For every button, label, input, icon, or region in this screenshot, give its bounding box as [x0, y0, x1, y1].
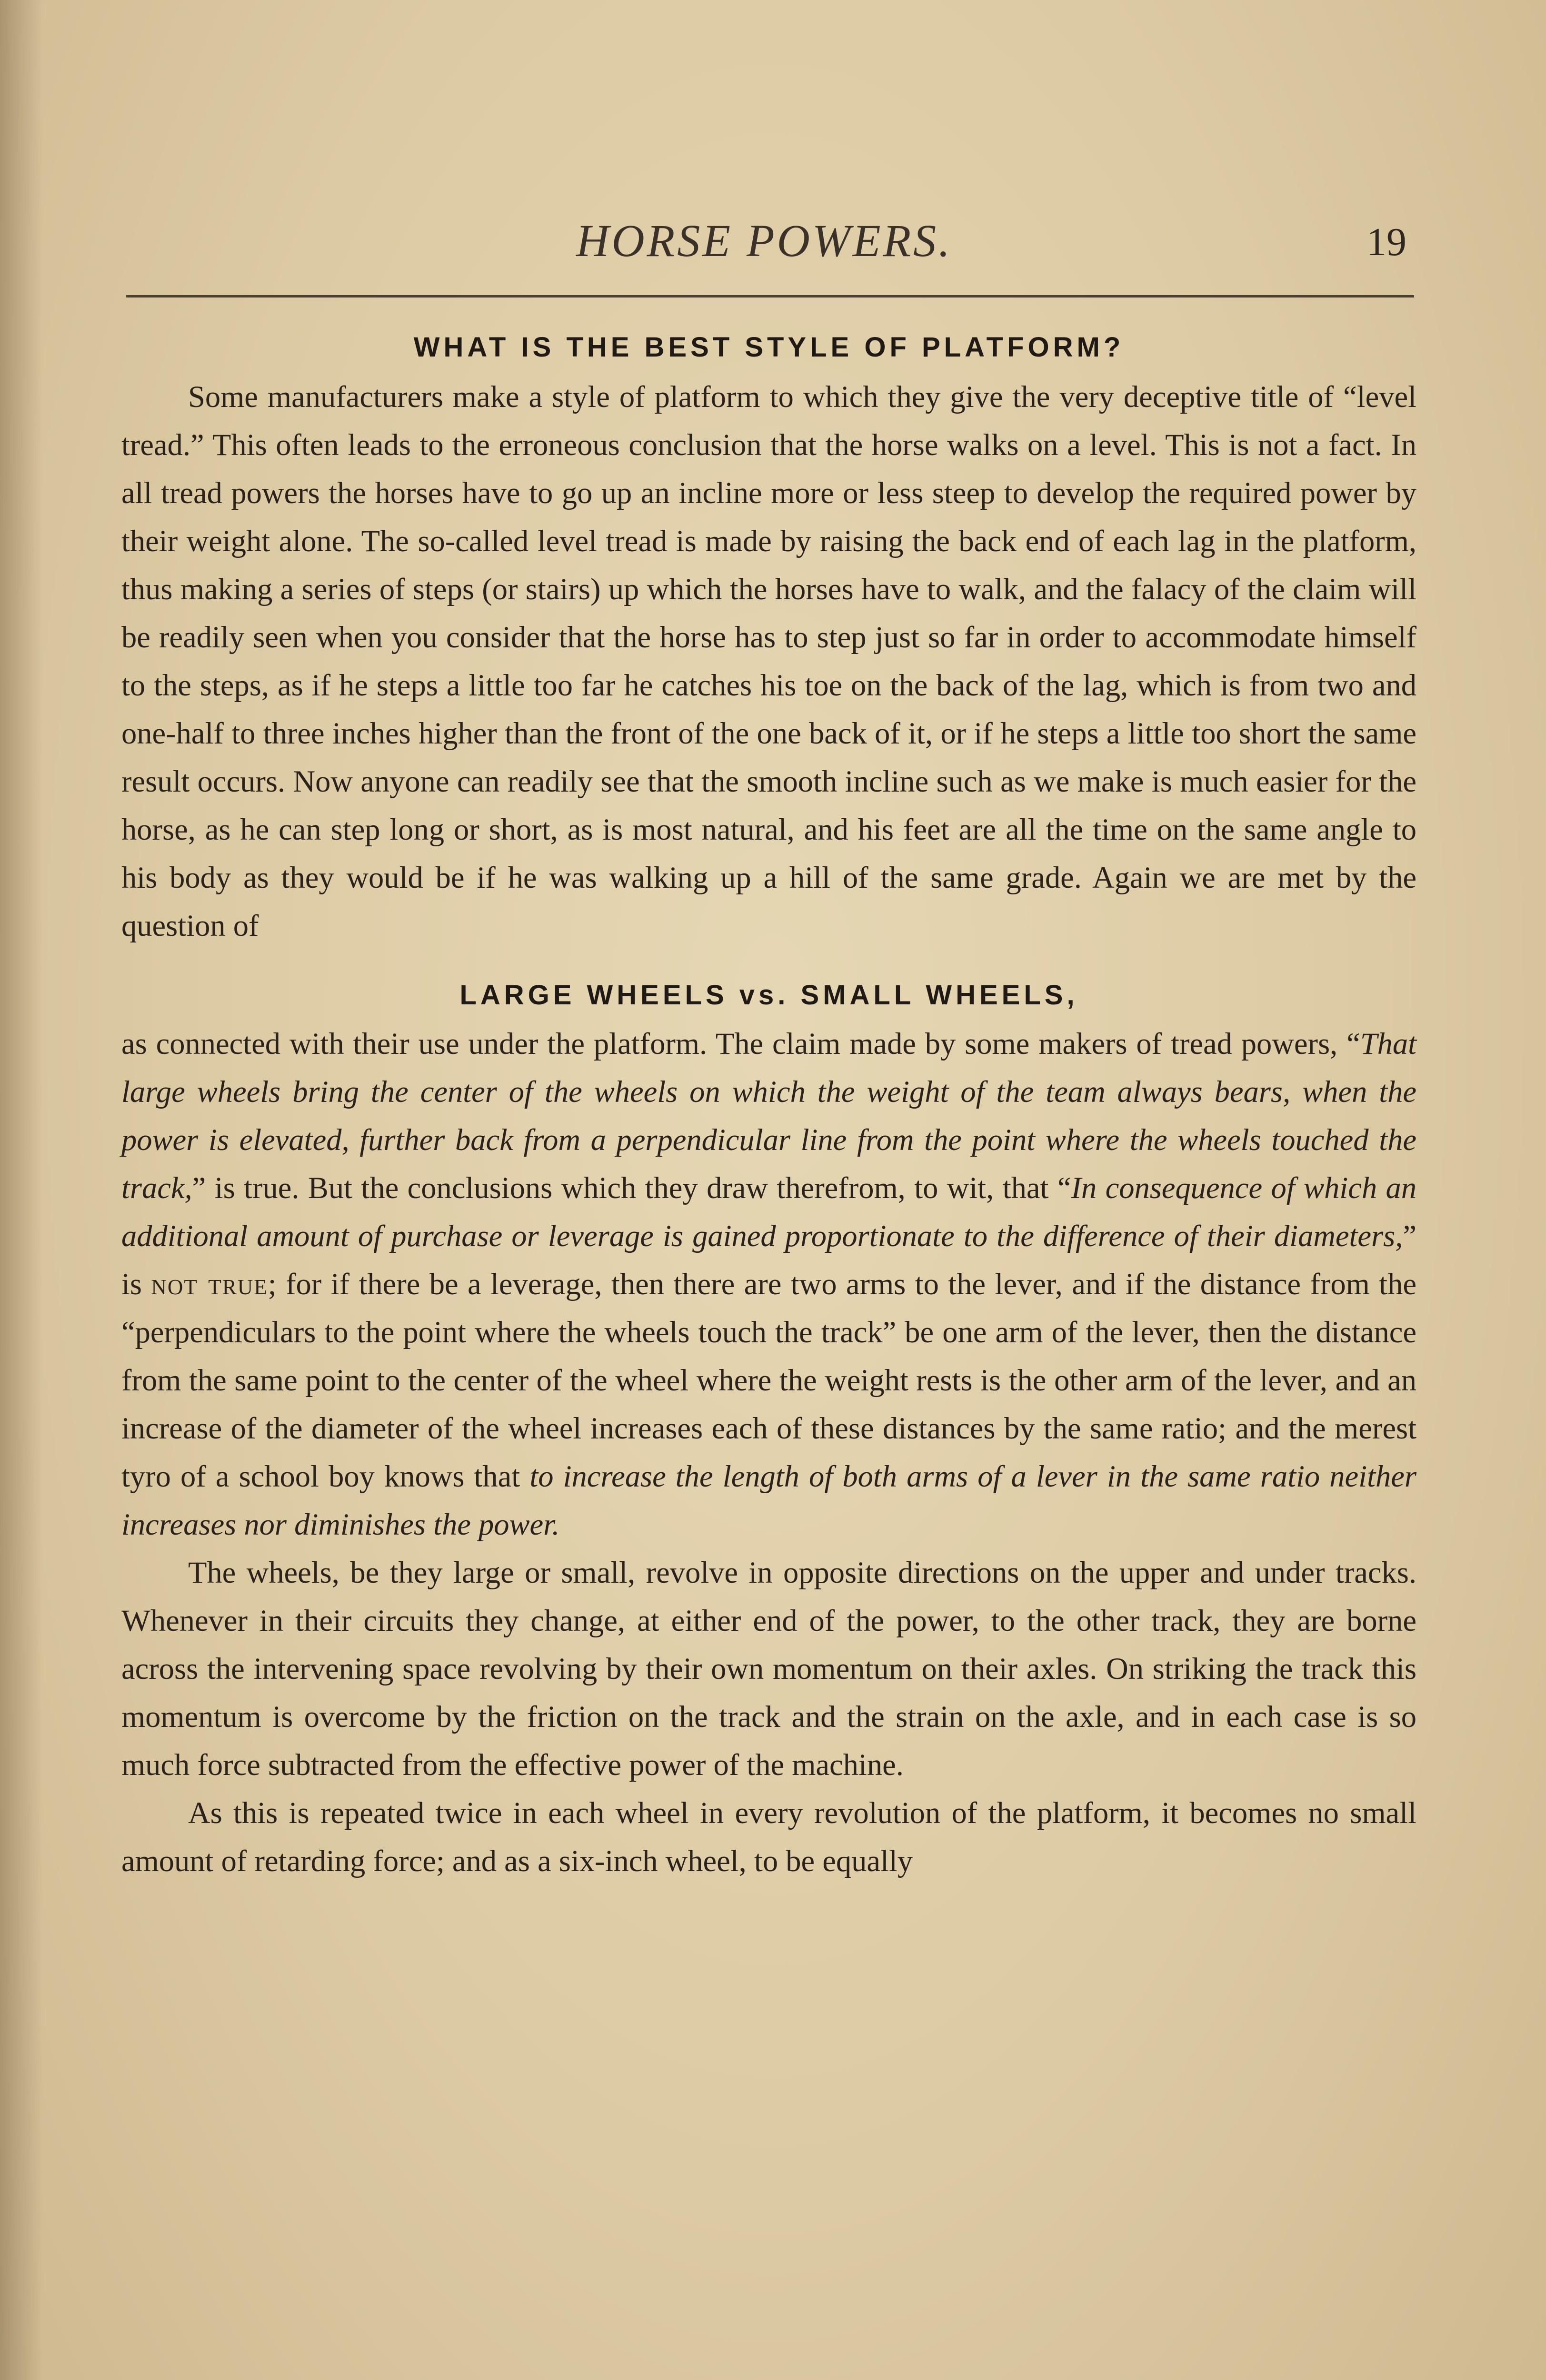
page-number: 19: [1366, 220, 1406, 264]
italic-quote-conclusion: In consequence of which an additional amount of purchase or leverage is gained proportionate to the difference of their diameters,: [121, 1171, 1416, 1253]
paragraph-wheels-3: As this is repeated twice in each wheel in every revolution of the platform, it becomes no small amount of retarding force; and as a six-inch wheel, to be equally: [121, 1796, 1416, 1878]
italic-quote-claim: That large wheels bring the center of the wheels on which the weight of the team always bears, when the power is elevated, further back from a perpendicular line from the point where the wheels touched the track,: [121, 1027, 1416, 1205]
text-run: ” is true. But the conclusions which they draw therefrom, to wit, that “: [192, 1171, 1071, 1205]
paragraph-wheels-2: The wheels, be they large or small, revolve in opposite directions on the upper and under tracks. Whenever in their circuits they change, at either end of the power, to the other track, they are borne across the intervening space revolving by their own momentum on their axles. On striking the track this momentum is overcome by the friction on the track and the strain on the axle, and in each case is so much force subtracted from the effective power of the machine.: [121, 1556, 1416, 1782]
header-rule: [126, 295, 1414, 298]
italic-lever-principle: to increase the length of both arms of a lever in the same ratio neither increases nor diminishes the power.: [121, 1459, 1416, 1541]
paragraph-wheels-1: [121, 1020, 1416, 1548]
section-heading-wheels: LARGE WHEELS vs. SMALL WHEELS,: [459, 980, 1078, 1011]
paragraph-platform: Some manufacturers make a style of platform to which they give the very deceptive title of “level tread.” This often leads to the erroneous conclusion that the horse walks on a level. This is not a fact. In all tread powers the horses have to go up an incline more or less steep to develop the required power by their weight alone. The so-called level tread is made by raising the back end of each lag in the platform, thus making a series of steps (or stairs) up which the horses have to walk, and the falacy of the claim will be readily seen when you consider that the horse has to step just so far in order to accommodate himself to the steps, as if he steps a little too far he catches his toe on the back of the lag, which is from two and one-half to three inches higher than the front of the one back of it, or if he steps a little too short the same result occurs. Now anyone can readily see that the smooth incline such as we make is much easier for the horse, as he can step long or short, as is most natural, and his feet are all the time on the same angle to his body as they would be if he was walking up a hill of the same grade. Again we are met by the question of: [121, 380, 1416, 942]
gutter-shadow: [0, 0, 43, 2380]
section-heading-platform: WHAT IS THE BEST STYLE OF PLATFORM?: [413, 332, 1125, 363]
text-run: as connected with their use under the platform. The claim made by some makers of tread powers, “: [121, 1027, 1360, 1061]
running-title: HORSE POWERS.: [576, 215, 953, 266]
small-caps-not-true: not true: [151, 1267, 268, 1301]
running-head: [0, 209, 1546, 276]
text-run: ; for if there be a leverage, then there are two arms to the lever, and if the distance from the “perpendiculars to the point where the wheels touch the track” be one arm of the lever, then the distance from the same point to the center of the wheel where the weight rests is the other arm of the lever, and an increase of the diameter of the wheel increases each of these distances by the same ratio; and the merest tyro of a school boy knows that: [121, 1267, 1416, 1493]
page-body: [121, 324, 1416, 1885]
text-run: ” is: [121, 1219, 1416, 1301]
